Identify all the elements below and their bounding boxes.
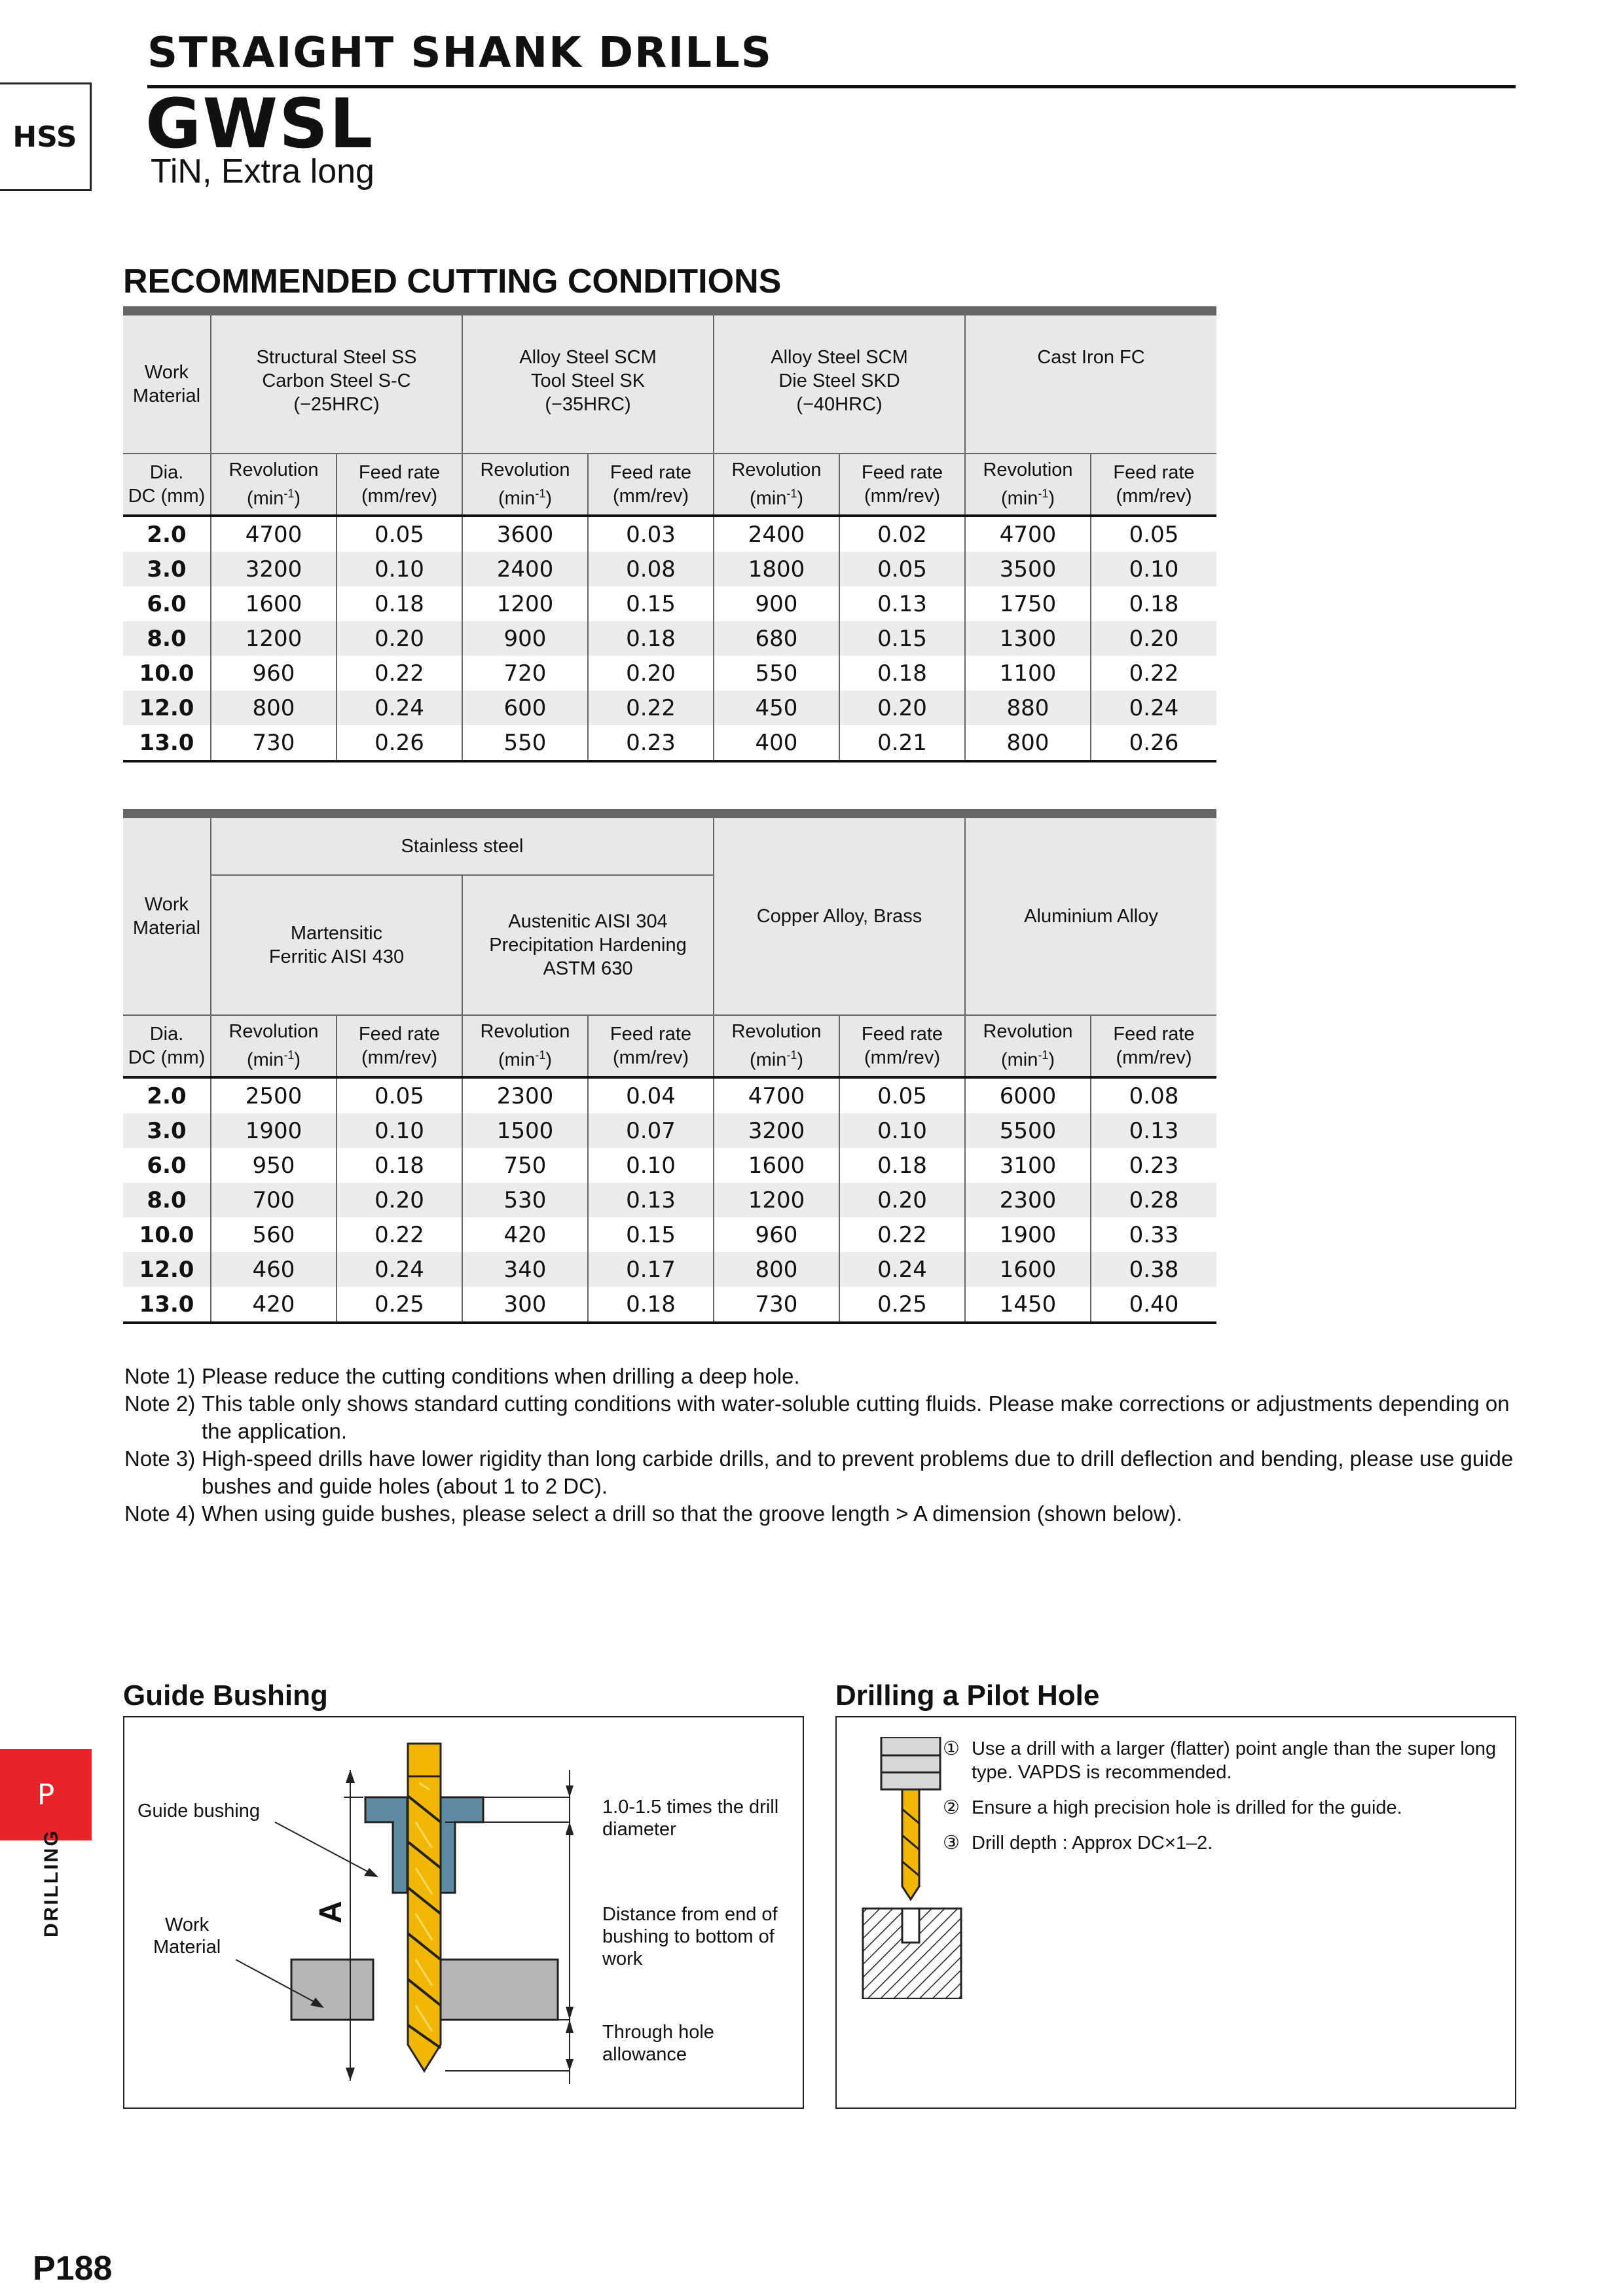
feed-rate-cell: 0.05 — [839, 1077, 965, 1113]
feed-rate-cell: 0.25 — [337, 1287, 462, 1323]
feed-rate-cell: 0.10 — [1091, 552, 1216, 586]
table-row — [123, 1183, 1216, 1217]
revolution-cell: 420 — [211, 1287, 337, 1323]
table-row — [123, 516, 1216, 552]
feed-rate-cell: 0.10 — [337, 1113, 462, 1148]
feed-rate-cell: 0.21 — [839, 725, 965, 761]
revolution-header: Revolution $(\min^{-1})$ — [211, 454, 337, 516]
revolution-cell: 1200 — [462, 586, 588, 621]
work-material-header: Work Material — [123, 818, 211, 1015]
feed-rate-cell: 0.18 — [337, 586, 462, 621]
table-2-body — [123, 1077, 1216, 1323]
material-austenitic: Austenitic AISI 304 Precipitation Hardening ASTM 630 — [462, 875, 714, 1015]
revolution-cell: 730 — [211, 725, 337, 761]
revolution-cell: 880 — [965, 691, 1091, 725]
material-aluminium-alloy: Aluminium Alloy — [965, 818, 1216, 1015]
page-title: STRAIGHT SHANK DRILLS — [147, 29, 773, 77]
feed-rate-cell: 0.18 — [337, 1148, 462, 1183]
feed-rate-cell: 0.24 — [1091, 691, 1216, 725]
feed-rate-cell: 0.28 — [1091, 1183, 1216, 1217]
feed-rate-cell: 0.22 — [337, 1217, 462, 1252]
feed-rate-cell: 0.23 — [588, 725, 714, 761]
feed-rate-cell: 0.18 — [1091, 586, 1216, 621]
revolution-cell: 2300 — [965, 1183, 1091, 1217]
feed-rate-header: Feed rate (mm/rev) — [1091, 1015, 1216, 1077]
feed-rate-cell: 0.40 — [1091, 1287, 1216, 1323]
feed-rate-cell: 0.18 — [839, 1148, 965, 1183]
revolution-cell: 4700 — [714, 1077, 839, 1113]
dia-cell: 3.0 — [123, 552, 211, 586]
feed-rate-cell: 0.13 — [588, 1183, 714, 1217]
pilot-item-3: ③ Drill depth : Approx DC×1–2. — [943, 1833, 1213, 1854]
feed-rate-cell: 0.20 — [337, 1183, 462, 1217]
cutting-conditions-table-2 — [123, 809, 1216, 1324]
revolution-cell: 680 — [714, 621, 839, 656]
revolution-header: Revolution $(\min^{-1})$ — [211, 1015, 337, 1077]
feed-rate-cell: 0.18 — [588, 621, 714, 656]
revolution-header: Revolution $(\min^{-1})$ — [462, 1015, 588, 1077]
table-top-bar — [123, 809, 1216, 818]
revolution-cell: 900 — [462, 621, 588, 656]
revolution-cell: 1500 — [462, 1113, 588, 1148]
feed-rate-cell: 0.18 — [839, 656, 965, 691]
material-martensitic: Martensitic Ferritic AISI 430 — [211, 875, 462, 1015]
feed-rate-header: Feed rate (mm/rev) — [839, 454, 965, 516]
work-material-left — [291, 1960, 373, 2020]
column-header-row — [123, 1015, 1216, 1077]
stainless-steel-header: Stainless steel — [211, 818, 714, 875]
pilot-item-1: ① Use a drill with a larger (flatter) point angle than the super long type. VAPDS is recommended. — [943, 1738, 1497, 1783]
feed-rate-cell: 0.18 — [588, 1287, 714, 1323]
diameter-label: 1.0-1.5 times the drill diameter — [602, 1797, 779, 1840]
revolution-cell: 1300 — [965, 621, 1091, 656]
table-row — [123, 1148, 1216, 1183]
feed-rate-cell: 0.20 — [1091, 621, 1216, 656]
feed-rate-cell: 0.05 — [1091, 516, 1216, 552]
feed-rate-cell: 0.17 — [588, 1252, 714, 1287]
material-structural-steel: Structural Steel SS Carbon Steel S-C (−25HRC) — [211, 315, 462, 454]
feed-rate-cell: 0.02 — [839, 516, 965, 552]
revolution-cell: 1900 — [211, 1113, 337, 1148]
feed-rate-cell: 0.20 — [839, 691, 965, 725]
table-1-body — [123, 516, 1216, 761]
dia-cell: 10.0 — [139, 1221, 194, 1248]
table-row — [123, 1287, 1216, 1323]
revolution-cell: 6000 — [965, 1077, 1091, 1113]
dia-cell: 8.0 — [123, 621, 211, 656]
feed-rate-cell: 0.22 — [1091, 656, 1216, 691]
guide-bushing-figure — [123, 1716, 804, 2109]
feed-rate-cell: 0.22 — [839, 1217, 965, 1252]
section-tab-p[interactable]: P — [0, 1749, 92, 1840]
table-row — [123, 725, 1216, 761]
revolution-cell: 960 — [211, 656, 337, 691]
revolution-cell: 2400 — [714, 516, 839, 552]
revolution-cell: 1100 — [965, 656, 1091, 691]
revolution-cell: 4700 — [211, 516, 337, 552]
revolution-header: Revolution $(\min^{-1})$ — [714, 454, 839, 516]
feed-rate-cell: 0.05 — [337, 516, 462, 552]
revolution-cell: 3500 — [965, 552, 1091, 586]
material-copper-alloy: Copper Alloy, Brass — [714, 818, 965, 1015]
feed-rate-cell: 0.15 — [839, 621, 965, 656]
feed-rate-header: Feed rate (mm/rev) — [1091, 454, 1216, 516]
dia-cell: 2.0 — [147, 521, 187, 548]
dia-cell: 13.0 — [123, 725, 211, 761]
feed-rate-cell: 0.24 — [839, 1252, 965, 1287]
work-hatched-icon — [863, 1909, 961, 1999]
feed-rate-cell: 0.20 — [839, 1183, 965, 1217]
feed-rate-cell: 0.33 — [1091, 1217, 1216, 1252]
feed-rate-cell: 0.04 — [588, 1077, 714, 1113]
work-material-right — [437, 1960, 558, 2020]
revolution-cell: 3200 — [211, 552, 337, 586]
feed-rate-cell: 0.20 — [337, 621, 462, 656]
revolution-cell: 340 — [462, 1252, 588, 1287]
note-3: Note 3) High-speed drills have lower rigidity than long carbide drills, and to prevent problems due to drill deflection and bending, please use guide bushes and guide holes (about 1 to 2 DC). — [124, 1446, 1514, 1498]
pilot-hole-title: Drilling a Pilot Hole — [835, 1679, 1100, 1712]
dia-cell: 13.0 — [123, 1287, 211, 1323]
work-material-label: Work Material — [153, 1914, 221, 1958]
cutting-conditions-table-1 — [123, 306, 1216, 762]
dia-cell: 6.0 — [147, 590, 187, 617]
revolution-cell: 4700 — [965, 516, 1091, 552]
revolution-cell: 550 — [714, 656, 839, 691]
revolution-cell: 2400 — [462, 552, 588, 586]
revolution-cell: 2300 — [462, 1077, 588, 1113]
work-material-header: Work Material — [123, 315, 211, 454]
table-row — [123, 1217, 1216, 1252]
revolution-header: Revolution $(\min^{-1})$ — [965, 1015, 1091, 1077]
revolution-cell: 3600 — [462, 516, 588, 552]
revolution-cell: 1600 — [714, 1148, 839, 1183]
pilot-drill-icon — [902, 1789, 919, 1899]
dia-cell: 10.0 — [139, 660, 194, 687]
dia-cell: 2.0 — [147, 1083, 187, 1109]
revolution-cell: 530 — [462, 1183, 588, 1217]
revolution-cell: 1600 — [211, 586, 337, 621]
revolution-cell: 300 — [462, 1287, 588, 1323]
table-row — [123, 552, 1216, 586]
bushing-left — [365, 1797, 407, 1893]
revolution-header: Revolution $(\min^{-1})$ — [714, 1015, 839, 1077]
revolution-cell: 1800 — [714, 552, 839, 586]
dia-cell: 12.0 — [123, 691, 211, 725]
feed-rate-cell: 0.38 — [1091, 1252, 1216, 1287]
revolution-cell: 3100 — [965, 1148, 1091, 1183]
distance-label: Distance from end of bushing to bottom of work — [602, 1904, 778, 1969]
notes-block — [124, 1363, 1532, 1528]
feed-rate-cell: 0.22 — [337, 656, 462, 691]
feed-rate-cell: 0.26 — [1091, 725, 1216, 761]
revolution-cell: 1900 — [965, 1217, 1091, 1252]
revolution-cell: 5500 — [965, 1113, 1091, 1148]
feed-rate-cell: 0.05 — [337, 1077, 462, 1113]
revolution-cell: 420 — [462, 1217, 588, 1252]
revolution-cell: 3200 — [714, 1113, 839, 1148]
model-subtitle: TiN, Extra long — [151, 152, 374, 190]
holder-icon — [881, 1737, 940, 1789]
feed-rate-cell: 0.13 — [1091, 1113, 1216, 1148]
table-row — [123, 1113, 1216, 1148]
feed-rate-header: Feed rate (mm/rev) — [588, 1015, 714, 1077]
revolution-cell: 950 — [211, 1148, 337, 1183]
feed-rate-cell: 0.15 — [588, 1217, 714, 1252]
table-top-bar — [123, 306, 1216, 315]
feed-rate-cell: 0.22 — [588, 691, 714, 725]
feed-rate-cell: 0.10 — [588, 1148, 714, 1183]
revolution-cell: 800 — [211, 691, 337, 725]
dia-cell: 12.0 — [123, 1252, 211, 1287]
pilot-item-2: ② Ensure a high precision hole is drilled for the guide. — [943, 1797, 1402, 1818]
revolution-header: Revolution $(\min^{-1})$ — [965, 454, 1091, 516]
page-number: P188 — [33, 2250, 113, 2287]
revolution-cell: 1600 — [965, 1252, 1091, 1287]
revolution-cell: 960 — [714, 1217, 839, 1252]
table-row — [123, 656, 1216, 691]
note-4: Note 4) When using guide bushes, please select a drill so that the groove length > A dimension (shown below). — [124, 1501, 1182, 1526]
dia-header: Dia. DC (mm) — [123, 1015, 211, 1077]
pilot-hole-figure — [835, 1716, 1516, 2109]
model-name: GWSL — [145, 84, 374, 164]
through-hole-label: Through hole allowance — [602, 2022, 714, 2065]
material-alloy-steel-40: Alloy Steel SCM Die Steel SKD (−40HRC) — [714, 315, 965, 454]
revolution-cell: 550 — [462, 725, 588, 761]
section-tab-label: DRILLING — [41, 1829, 62, 1937]
feed-rate-header: Feed rate (mm/rev) — [839, 1015, 965, 1077]
feed-rate-cell: 0.10 — [839, 1113, 965, 1148]
revolution-cell: 900 — [714, 586, 839, 621]
feed-rate-cell: 0.08 — [588, 552, 714, 586]
drill-icon — [408, 1744, 441, 2071]
feed-rate-header: Feed rate (mm/rev) — [337, 1015, 462, 1077]
revolution-cell: 400 — [714, 725, 839, 761]
feed-rate-cell: 0.05 — [839, 552, 965, 586]
feed-rate-cell: 0.10 — [337, 552, 462, 586]
revolution-cell: 750 — [462, 1148, 588, 1183]
revolution-cell: 450 — [714, 691, 839, 725]
table-row — [123, 621, 1216, 656]
revolution-cell: 1200 — [211, 621, 337, 656]
revolution-cell: 730 — [714, 1287, 839, 1323]
bushing-right — [441, 1797, 483, 1893]
table-row — [123, 586, 1216, 621]
table-row — [123, 691, 1216, 725]
feed-rate-cell: 0.24 — [337, 691, 462, 725]
feed-rate-cell: 0.08 — [1091, 1077, 1216, 1113]
note-2: Note 2) This table only shows standard cutting conditions with water-soluble cutting fluids. Please make corrections or adjustments depending on the application. — [124, 1391, 1510, 1443]
revolution-cell: 800 — [714, 1252, 839, 1287]
guide-bushing-label: Guide bushing — [137, 1801, 261, 1821]
feed-rate-cell: 0.24 — [337, 1252, 462, 1287]
category-badge: HSS — [0, 82, 92, 191]
section-title: RECOMMENDED CUTTING CONDITIONS — [123, 262, 782, 300]
feed-rate-cell: 0.20 — [588, 656, 714, 691]
revolution-cell: 560 — [211, 1217, 337, 1252]
table-row — [123, 1252, 1216, 1287]
revolution-cell: 600 — [462, 691, 588, 725]
dia-cell: 8.0 — [123, 1183, 211, 1217]
revolution-cell: 800 — [965, 725, 1091, 761]
feed-rate-cell: 0.15 — [588, 586, 714, 621]
a-dimension-label: A — [313, 1901, 348, 1924]
dia-cell: 3.0 — [123, 1113, 211, 1148]
feed-rate-cell: 0.23 — [1091, 1148, 1216, 1183]
revolution-cell: 460 — [211, 1252, 337, 1287]
material-alloy-steel-35: Alloy Steel SCM Tool Steel SK (−35HRC) — [462, 315, 714, 454]
revolution-cell: 1450 — [965, 1287, 1091, 1323]
guide-bushing-title: Guide Bushing — [123, 1679, 328, 1712]
revolution-cell: 1750 — [965, 586, 1091, 621]
feed-rate-header: Feed rate (mm/rev) — [337, 454, 462, 516]
column-header-row — [123, 454, 1216, 516]
material-cast-iron: Cast Iron FC — [965, 315, 1216, 454]
note-1: Note 1) Please reduce the cutting conditions when drilling a deep hole. — [124, 1364, 800, 1388]
feed-rate-cell: 0.13 — [839, 586, 965, 621]
pilot-hole-instructions — [943, 1737, 1499, 1867]
revolution-cell: 1200 — [714, 1183, 839, 1217]
feed-rate-cell: 0.26 — [337, 725, 462, 761]
feed-rate-cell: 0.07 — [588, 1113, 714, 1148]
feed-rate-header: Feed rate (mm/rev) — [588, 454, 714, 516]
revolution-cell: 2500 — [211, 1077, 337, 1113]
feed-rate-cell: 0.25 — [839, 1287, 965, 1323]
revolution-cell: 700 — [211, 1183, 337, 1217]
revolution-cell: 720 — [462, 656, 588, 691]
feed-rate-cell: 0.03 — [588, 516, 714, 552]
dia-header: Dia. DC (mm) — [123, 454, 211, 516]
revolution-header: Revolution $(\min^{-1})$ — [462, 454, 588, 516]
table-row — [123, 1077, 1216, 1113]
dia-cell: 6.0 — [147, 1152, 187, 1179]
